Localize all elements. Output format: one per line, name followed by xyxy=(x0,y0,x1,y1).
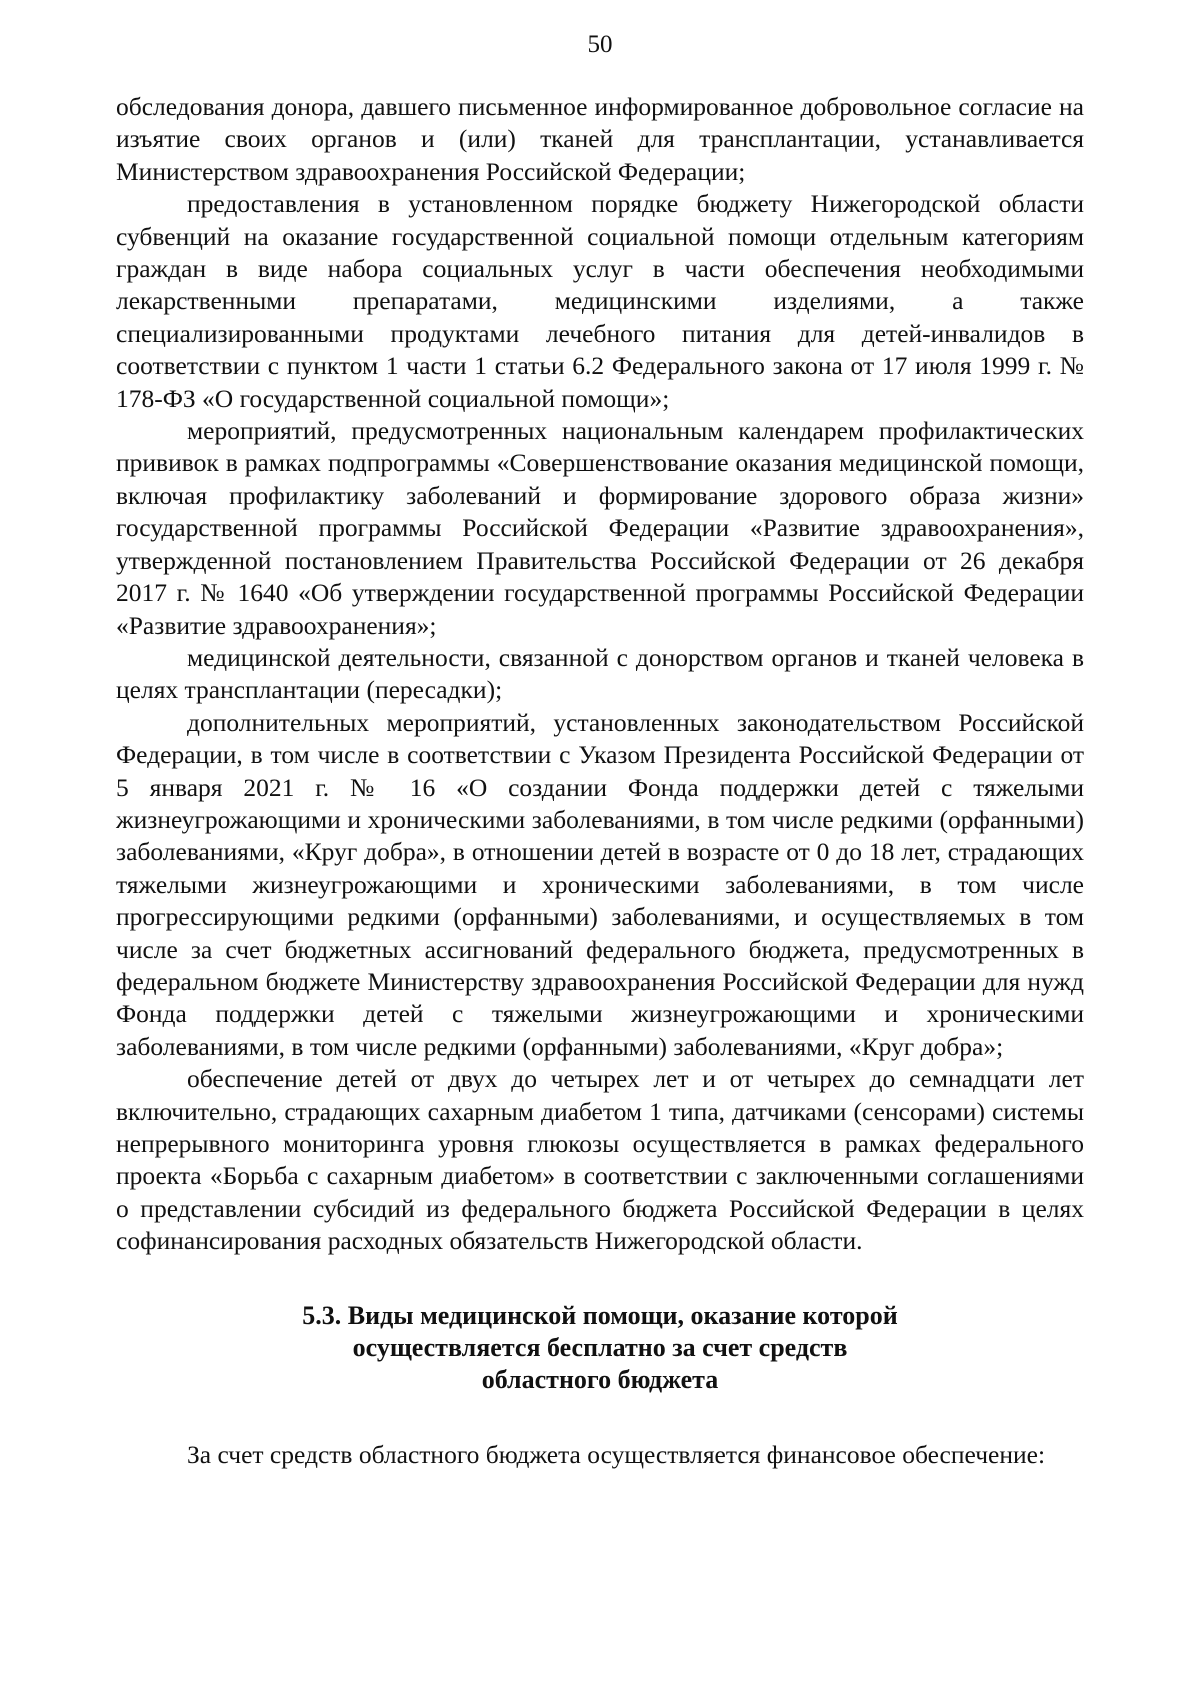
paragraph-donor-examination: обследования донора, давшего письменное информированное добровольное согласие на изъятие своих органов и (или) тканей для трансплантации, устанавливается Министерством здравоохранения Российской Федерации; xyxy=(116,92,1084,186)
section-heading-line-2: осуществляется бесплатно за счет средств xyxy=(352,1333,848,1363)
section-heading-line-3: областного бюджета xyxy=(481,1365,719,1395)
paragraph-additional-measures: дополнительных мероприятий, установленных законодательством Российской Федерации, в том числе в соответствии с Указом Президента Российской Федерации от 5 января 2021 г. № 16 «О создании Фонда поддержки детей с тяжелыми жизнеугрожающими и хроническими заболеваниями, в том числе редкими (орфанными) заболеваниями, «Круг добра», в отношении детей в возрасте от 0 до 18 лет, страдающих тяжелыми жизнеугрожающими и хроническими заболеваниями, в том числе прогрессирующими редкими (орфанными) заболеваниями, и осуществляемых в том числе за счет бюджетных ассигнований федерального бюджета, предусмотренных в федеральном бюджете Министерству здравоохранения Российской Федерации для нужд Фонда поддержки детей с тяжелыми жизнеугрожающими и хроническими заболеваниями, в том числе редкими (орфанными) заболеваниями, «Круг добра»; xyxy=(116,707,1084,1061)
section-heading xyxy=(116,1300,1084,1397)
paragraph-subventions: предоставления в установленном порядке бюджету Нижегородской области субвенций на оказание государственной социальной помощи отдельным категориям граждан в виде набора социальных услуг в части обеспечения необходимыми лекарственными препаратами, медицинскими изделиями, а также специализированными продуктами лечебного питания для детей-инвалидов в соответствии с пунктом 1 части 1 статьи 6.2 Федерального закона от 17 июля 1999 г. № 178-ФЗ «О государственной социальной помощи»; xyxy=(116,189,1084,413)
paragraph-vaccination-calendar: мероприятий, предусмотренных национальным календарем профилактических прививок в рамках подпрограммы «Совершенствование оказания медицинской помощи, включая профилактику заболеваний и формирование здорового образа жизни» государственной программы Российской Федерации «Развитие здравоохранения», утвержденной постановлением Правительства Российской Федерации от 26 декабря 2017 г. № 1640 «Об утверждении государственной программы Российской Федерации «Развитие здравоохранения»; xyxy=(116,416,1084,640)
paragraph-diabetes-sensors: обеспечение детей от двух до четырех лет и от четырех до семнадцати лет включительно, страдающих сахарным диабетом 1 типа, датчиками (сенсорами) системы непрерывного мониторинга уровня глюкозы осуществляется в рамках федерального проекта «Борьба с сахарным диабетом» в соответствии с заключенными соглашениями о представлении субсидий из федерального бюджета Российской Федерации в целях софинансирования расходных обязательств Нижегородской области. xyxy=(116,1064,1084,1256)
section-heading-line-1: 5.3. Виды медицинской помощи, оказание которой xyxy=(302,1300,898,1330)
document-body xyxy=(116,91,1084,1471)
paragraph-regional-budget: За счет средств областного бюджета осуществляется финансовое обеспечение: xyxy=(187,1439,1046,1469)
page-number: 50 xyxy=(587,31,613,58)
paragraph-donation-activity: медицинской деятельности, связанной с донорством органов и тканей человека в целях трансплантации (пересадки); xyxy=(116,642,1084,705)
